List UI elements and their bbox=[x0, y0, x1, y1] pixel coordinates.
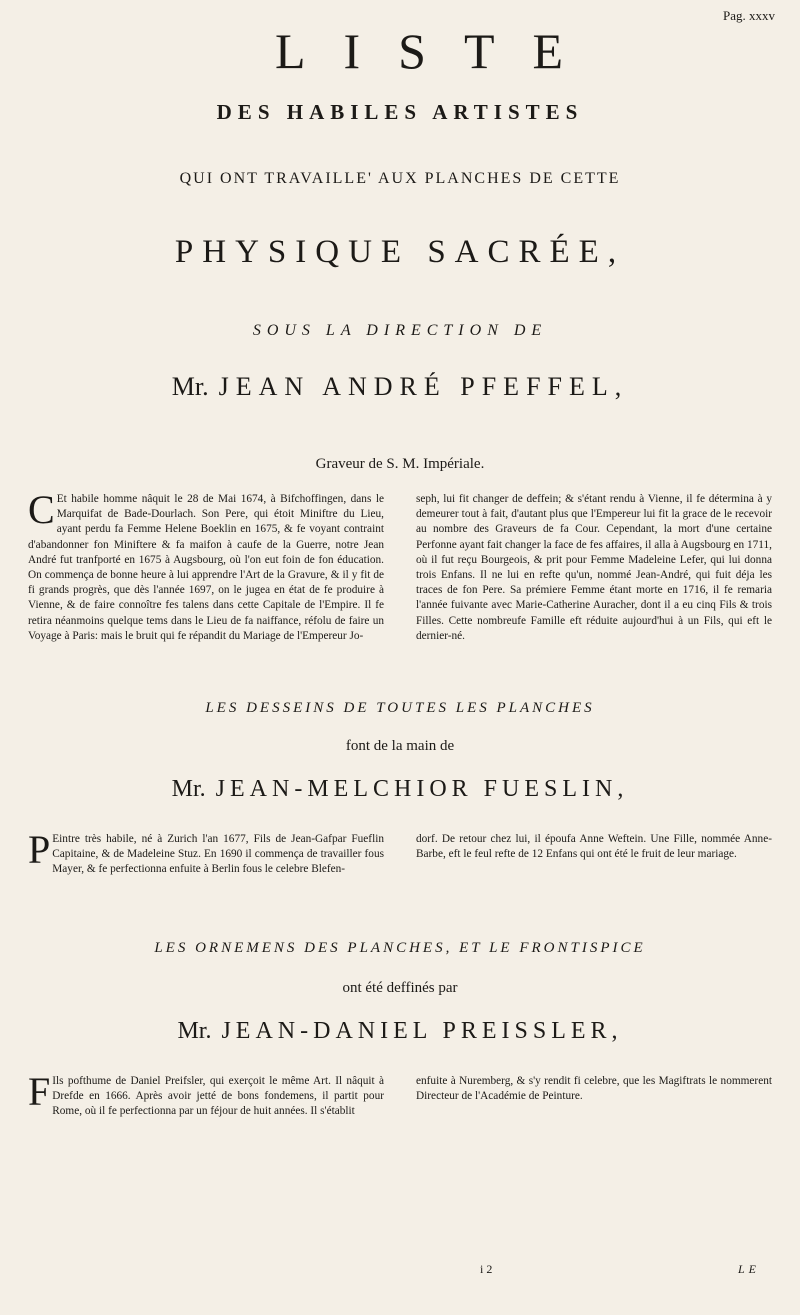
subtitle-physique: PHYSIQUE SACRÉE, bbox=[174, 234, 626, 270]
director-title: Graveur de S. M. Impériale. bbox=[315, 456, 485, 472]
subtitle-habiles: DES HABILES ARTISTES bbox=[216, 100, 584, 124]
fueslin-bio bbox=[28, 827, 772, 878]
preissler-name bbox=[0, 1018, 800, 1045]
section-sub-ornemens: ont été deffinés par bbox=[342, 980, 458, 996]
preissler-bio-text2: enfuite à Nuremberg, & s'y rendit fi celebre, que les Magiftrats le nommerent Directeur de l'Académie de Peinture. bbox=[416, 1075, 772, 1103]
preissler-dropcap: F bbox=[28, 1069, 51, 1114]
page-title: LISTE bbox=[274, 23, 602, 79]
pfeffel-bio-text2: seph, lui fit changer de deffein; & s'étant rendu à Vienne, il fe détermina à y demeurer tout à fait, d'autant plus que l'Empereur lui fit la grace de le recevoir au nombre des Graveurs de fa Cour. Cependant, la mort d'une certaine Perfonne ayant fait changer la face de fes affaires, il alla à Augsbourg en 1711, où il fut reçu Bourgeois, & prit pour Femme Madeleine Lefer, qui lui donna trois Enfans. Il ne lui en refte qu'un, nommé Jean-André, qui fuit déja les traces de fon Pere. Sa prémiere Femme étant morte en 1716, il fe remaria l'année fuivante avec Marie-Catherine Auracher, dont il a eu cinq Fils & trois Filles. Cette nombreufe Famille eft réduite aujourd'hui à un Fils, qui eft le dernier-né. bbox=[416, 493, 772, 642]
section-heading-ornemens: LES ORNEMENS DES PLANCHES, ET LE FRONTISPICE bbox=[154, 940, 646, 956]
pfeffel-bio bbox=[28, 487, 772, 644]
fueslin-prefix: Mr. bbox=[171, 776, 206, 802]
fueslin-fullname: JEAN-MELCHIOR FUESLIN, bbox=[215, 776, 629, 802]
director-name bbox=[0, 372, 800, 402]
signature-mark: i 2 bbox=[480, 1262, 493, 1276]
subtitle-planches: QUI ONT TRAVAILLE' AUX PLANCHES DE CETTE bbox=[179, 170, 621, 187]
preissler-prefix: Mr. bbox=[177, 1018, 212, 1044]
preissler-bio-col1 bbox=[28, 1069, 384, 1120]
pfeffel-dropcap: C bbox=[28, 487, 55, 532]
preissler-bio-text1: Ils pofthume de Daniel Preifsler, qui exerçoit le même Art. Il nâquit à Drefde en 1666. Après avoir jetté de bons fondemens, il partit pour Rome, où il fe perfectionna par un féjour de huit années. Il s'établit bbox=[52, 1075, 384, 1118]
fueslin-name bbox=[0, 776, 800, 803]
catchword: LE bbox=[737, 1262, 760, 1276]
section-heading-desseins: LES DESSEINS DE TOUTES LES PLANCHES bbox=[205, 700, 595, 716]
fueslin-bio-text2: dorf. De retour chez lui, il époufa Anne Weftein. Une Fille, nommée Anne-Barbe, eft le feul refte de 12 Enfans qui ont été le fruit de leur mariage. bbox=[416, 833, 772, 861]
fueslin-dropcap: P bbox=[28, 827, 51, 872]
preissler-bio bbox=[28, 1069, 772, 1120]
direction-line: SOUS LA DIRECTION DE bbox=[252, 322, 548, 339]
preissler-bio-col2 bbox=[416, 1074, 772, 1120]
director-fullname: JEAN ANDRÉ PFEFFEL, bbox=[218, 372, 629, 401]
page-number: Pag. xxxv bbox=[723, 8, 775, 23]
pfeffel-bio-text1: Et habile homme nâquit le 28 de Mai 1674, à Bifchoffingen, dans le Marquifat de Bade-Dourlach. Son Pere, qui étoit Miniftre du Lieu, ayant perdu fa Femme Helene Boeklin en 1675, & fe voyant contraint d'abandonner fon Miniftere & fa maifon à caufe de la Guerre, notre Jean André fut tranfporté en 1675 à Augsbourg, où l'on eut foin de fon éducation. On commença de bonne heure à lui apprendre l'Art de la Gravure, & il y fit de fi grands progrès, que dès l'année 1697, on le jugea en état de fe produire à Vienne, & de faire connoître fes talens dans cette Capitale de l'Empire. Il fe retira néanmoins quelque tems dans le Lieu de fa naiffance, réfolu de faire un Voyage à Paris: mais le bruit qui fe répandit du Mariage de l'Empereur Jo- bbox=[28, 493, 384, 642]
director-prefix: Mr. bbox=[171, 372, 209, 401]
pfeffel-bio-col1 bbox=[28, 487, 384, 644]
section-sub-desseins: font de la main de bbox=[345, 738, 455, 754]
preissler-fullname: JEAN-DANIEL PREISSLER, bbox=[221, 1018, 623, 1044]
fueslin-bio-col1 bbox=[28, 827, 384, 878]
fueslin-bio-col2 bbox=[416, 832, 772, 878]
fueslin-bio-text1: Eintre très habile, né à Zurich l'an 1677, Fils de Jean-Gafpar Fueflin Capitaine, & de Madeleine Stuz. En 1690 il commença de travailler fous Mayer, & fe perfectionna enfuite à Berlin fous le celebre Blefen- bbox=[52, 833, 384, 876]
pfeffel-bio-col2 bbox=[416, 492, 772, 644]
